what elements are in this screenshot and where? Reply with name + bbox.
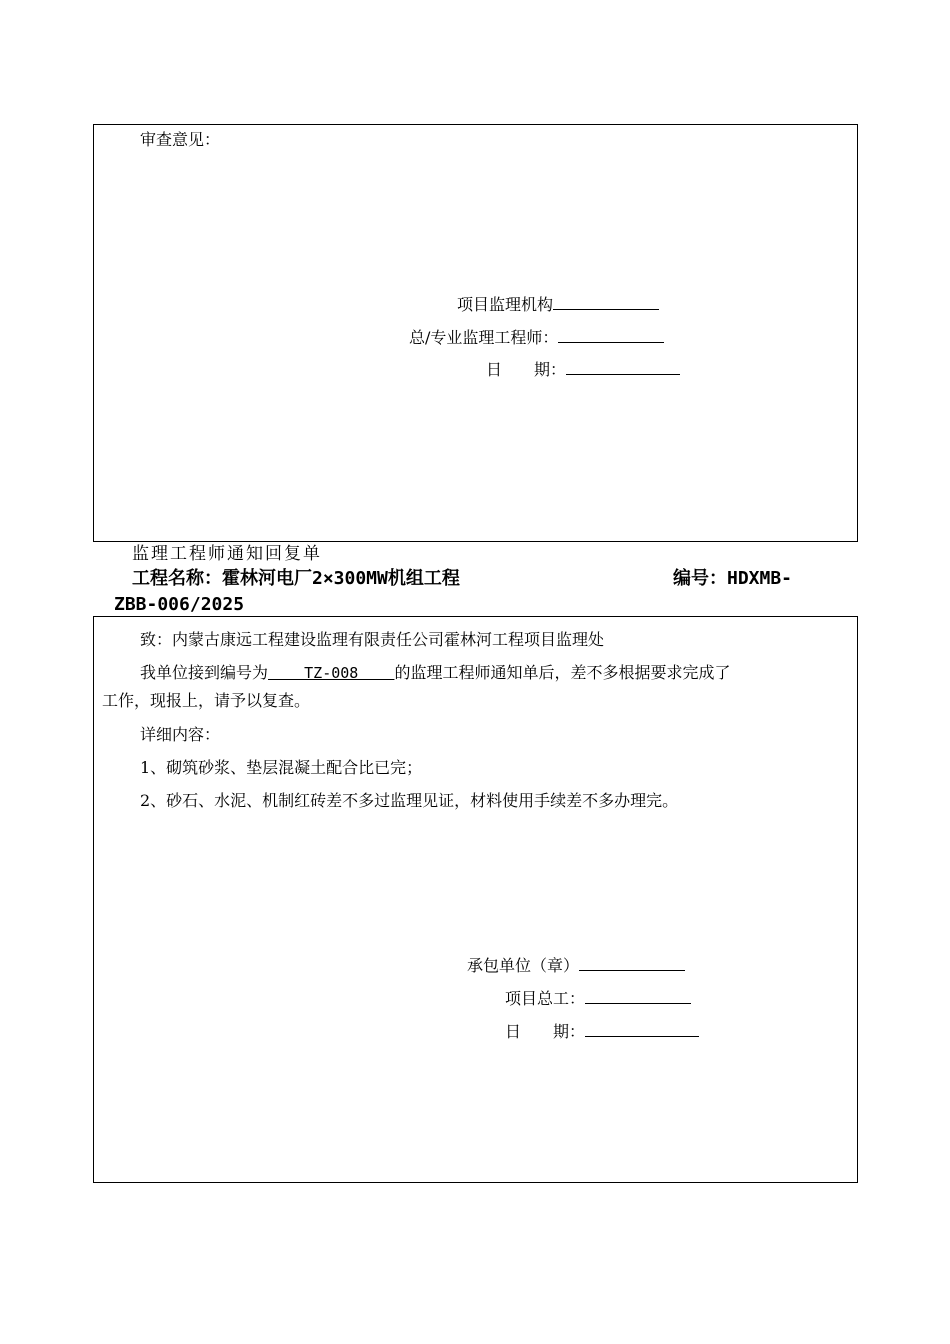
contractor-label: 承包单位（章） <box>467 956 580 975</box>
notice-number: TZ-008 <box>268 664 395 682</box>
body-line-2: 工作，现报上，请予以复查。 <box>102 691 311 710</box>
review-date-blank[interactable] <box>566 358 680 375</box>
contractor-field <box>467 954 685 976</box>
document-number-cont: ZBB-006/2025 <box>114 594 245 615</box>
chief-engineer-field <box>505 987 691 1009</box>
supervision-org-field <box>457 293 659 315</box>
review-date-label: 日 期： <box>486 360 567 379</box>
project-name: 工程名称：霍林河电厂2×300MW机组工程 <box>132 568 460 589</box>
detail-item-2: 2、砂石、水泥、机制红砖差不多过监理见证，材料使用手续差不多办理完。 <box>140 791 679 810</box>
reply-date-label: 日 期： <box>505 1022 586 1041</box>
body-line-1 <box>140 663 730 683</box>
detail-item-1: 1、砌筑砂浆、垫层混凝土配合比已完； <box>140 758 423 777</box>
engineer-label: 总/专业监理工程师： <box>409 328 559 347</box>
reply-date-blank[interactable] <box>585 1020 699 1037</box>
body-suffix: 的监理工程师通知单后，差不多根据要求完成了 <box>394 663 731 682</box>
review-heading: 审查意见： <box>140 130 221 149</box>
engineer-blank[interactable] <box>558 326 664 343</box>
detail-heading: 详细内容： <box>140 725 221 744</box>
contractor-blank[interactable] <box>579 954 685 971</box>
addressee-line: 致：内蒙古康远工程建设监理有限责任公司霍林河工程项目监理处 <box>140 630 605 649</box>
supervision-org-blank[interactable] <box>553 293 659 310</box>
review-date-field <box>486 358 680 380</box>
document-number: 编号：HDXMB- <box>673 568 793 589</box>
chief-engineer-blank[interactable] <box>585 987 691 1004</box>
form-title: 监理工程师通知回复单 <box>132 544 322 564</box>
reply-date-field <box>505 1020 699 1042</box>
supervision-org-label: 项目监理机构 <box>457 295 554 314</box>
engineer-field <box>409 326 664 348</box>
chief-engineer-label: 项目总工： <box>505 989 586 1008</box>
body-prefix: 我单位接到编号为 <box>140 663 269 682</box>
